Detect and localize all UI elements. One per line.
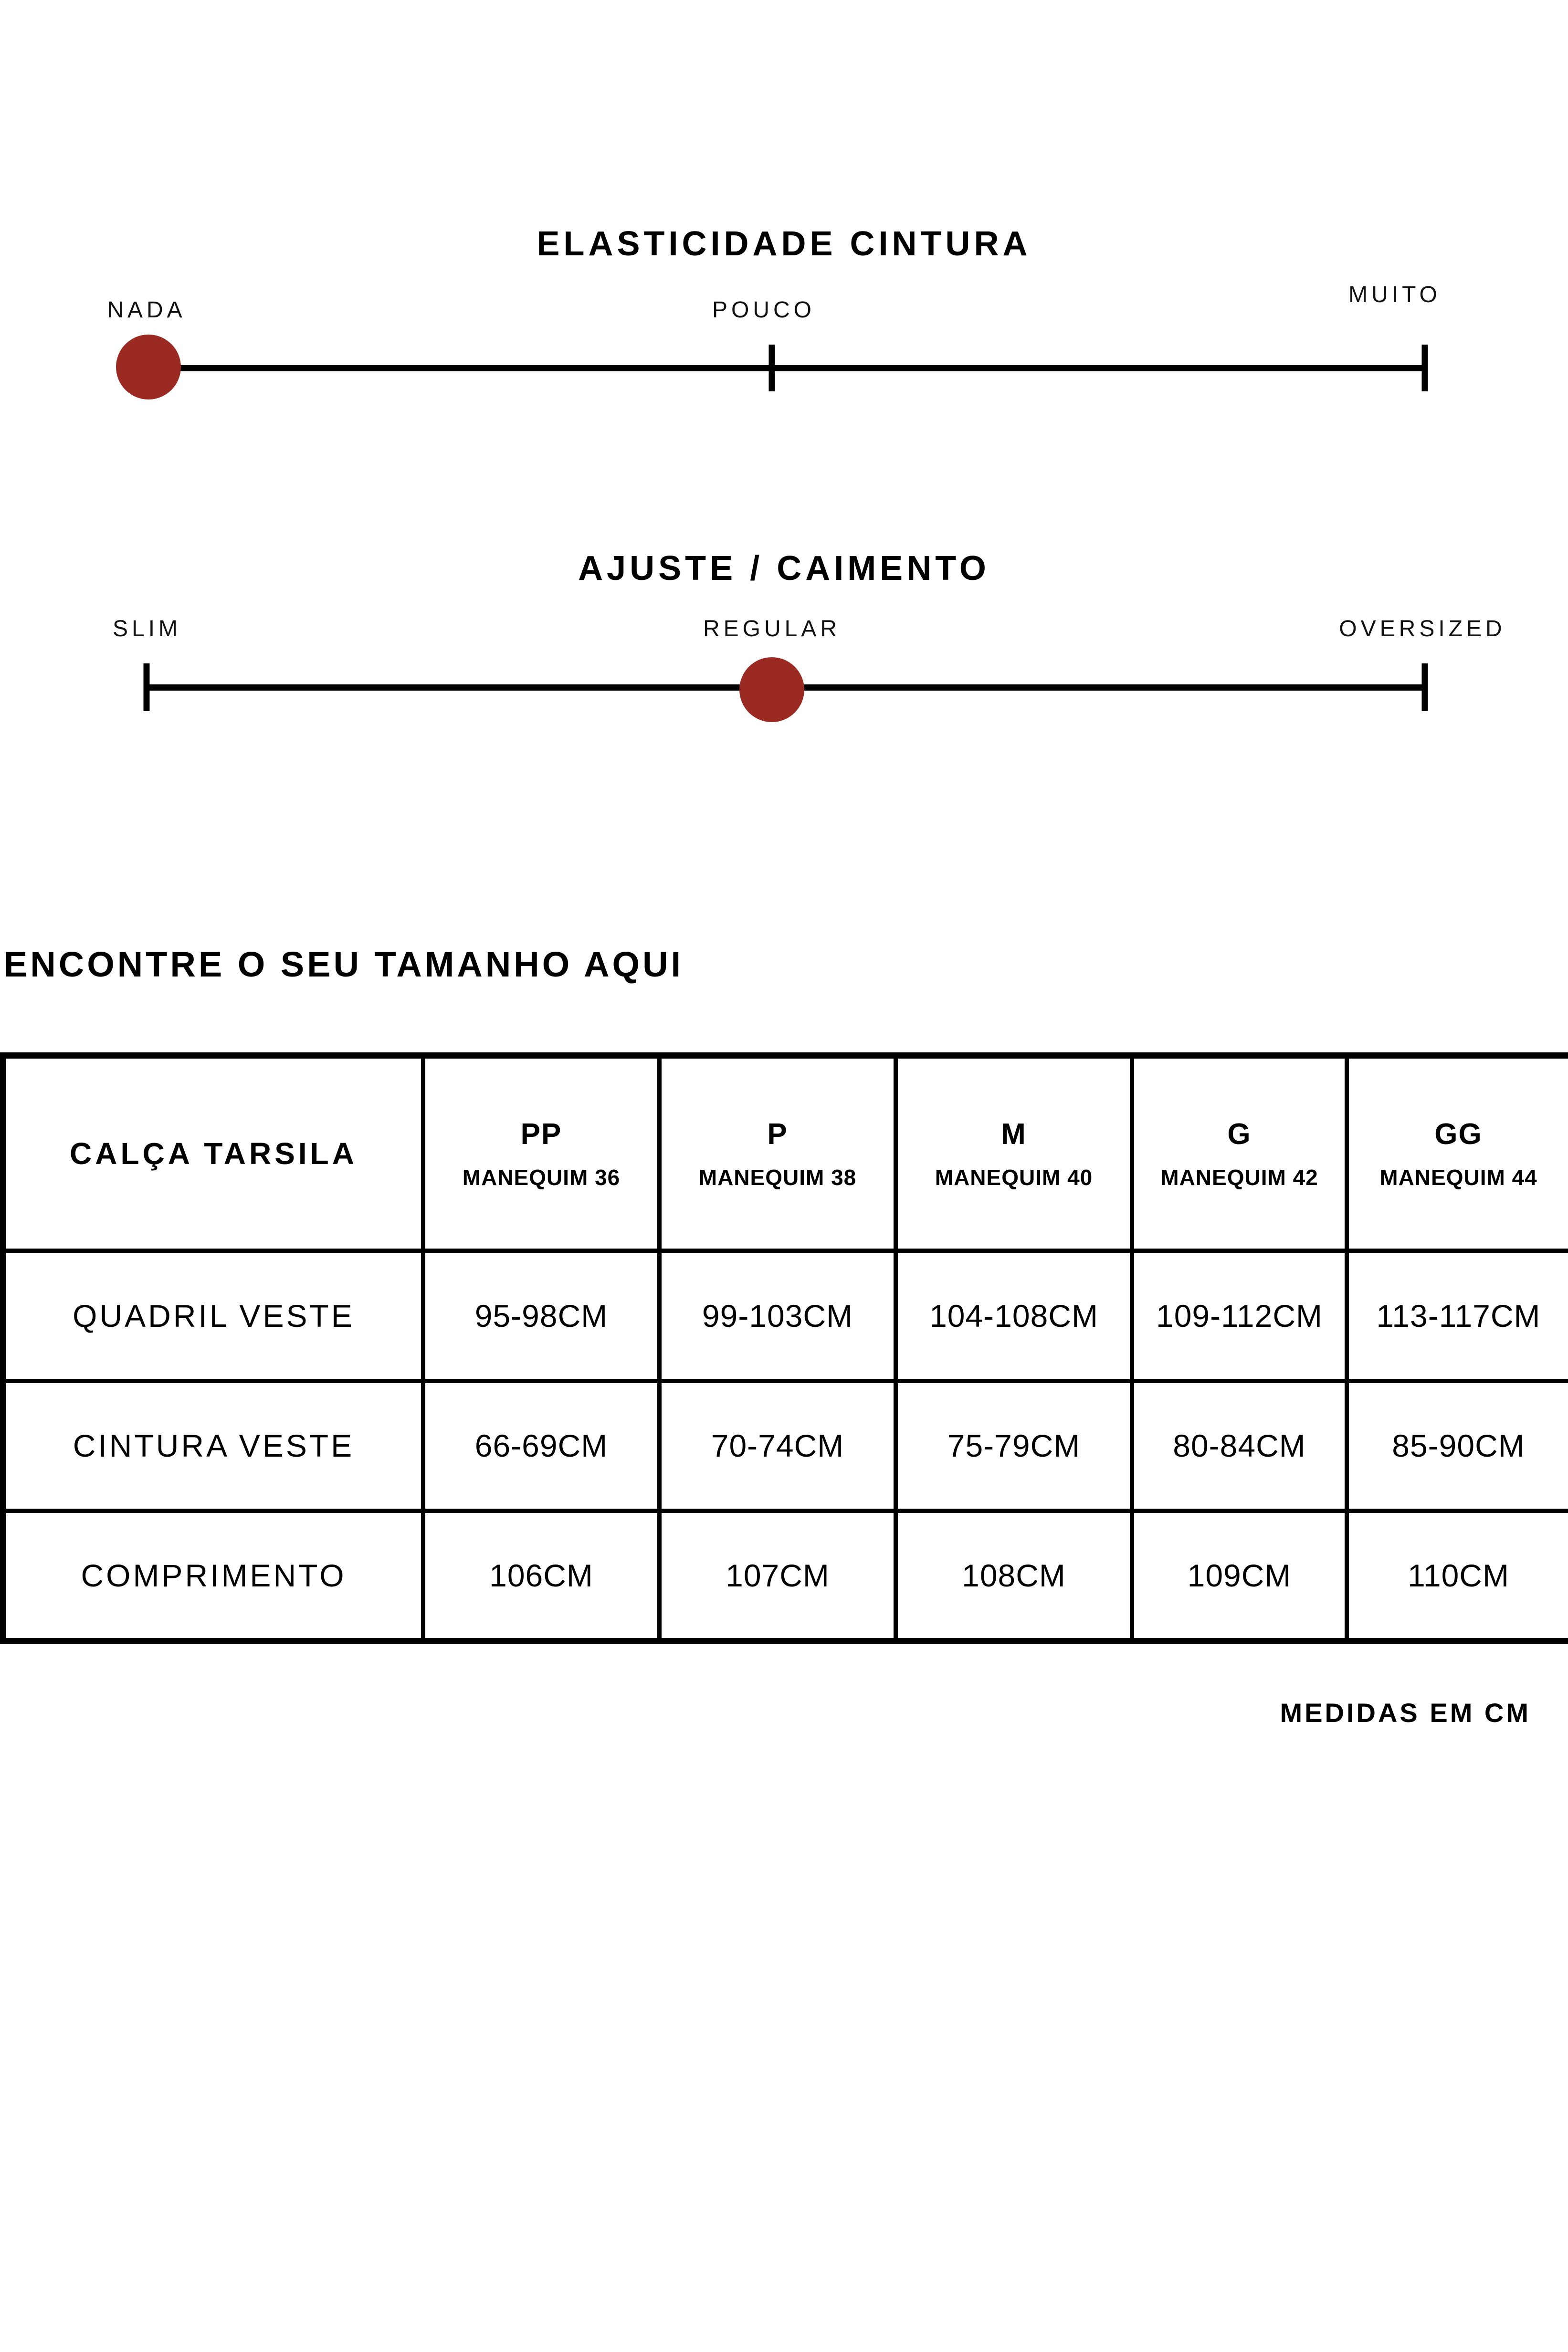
size-value: 95-98CM <box>474 1298 608 1334</box>
size-column-header-g <box>1132 1056 1347 1251</box>
waist-elasticity-label-muito: MUITO <box>1348 282 1441 307</box>
waist-elasticity-end-tick <box>1422 345 1428 391</box>
size-value: 75-79CM <box>947 1428 1081 1464</box>
size-value: 110CM <box>1408 1558 1509 1594</box>
size-value-cell <box>896 1511 1132 1641</box>
fit-value-dot <box>739 657 804 722</box>
row-label: COMPRIMENTO <box>81 1558 347 1594</box>
size-table <box>0 1052 1568 1644</box>
size-value-cell <box>423 1511 660 1641</box>
size-letter: PP <box>520 1117 562 1151</box>
waist-elasticity-label-pouco: POUCO <box>712 297 816 323</box>
size-value-cell <box>1347 1251 1568 1381</box>
waist-elasticity-track <box>148 365 1425 371</box>
size-column-header-p <box>660 1056 896 1251</box>
row-label: CINTURA VESTE <box>73 1428 355 1464</box>
size-value-cell <box>896 1251 1132 1381</box>
size-guide-heading: ENCONTRE O SEU TAMANHO AQUI <box>4 945 684 984</box>
row-label-cell <box>3 1381 423 1511</box>
fit-start-tick <box>144 663 150 711</box>
size-value-cell <box>660 1251 896 1381</box>
size-value: 99-103CM <box>702 1298 853 1334</box>
waist-elasticity-title: ELASTICIDADE CINTURA <box>537 225 1031 263</box>
size-value: 113-117CM <box>1376 1298 1541 1334</box>
waist-elasticity-center-tick <box>769 345 775 391</box>
size-value: 108CM <box>962 1558 1066 1594</box>
mannequin-label: MANEQUIM 38 <box>698 1165 857 1190</box>
size-letter: M <box>1001 1117 1027 1151</box>
size-value: 106CM <box>489 1558 593 1594</box>
size-column-header-pp <box>423 1056 660 1251</box>
size-letter: GG <box>1434 1117 1483 1151</box>
size-column-header-m <box>896 1056 1132 1251</box>
fit-label-regular: REGULAR <box>703 616 841 641</box>
product-name: CALÇA TARSILA <box>70 1136 358 1171</box>
size-value-cell <box>896 1381 1132 1511</box>
size-value: 85-90CM <box>1392 1428 1525 1464</box>
size-value: 70-74CM <box>711 1428 844 1464</box>
fit-label-slim: SLIM <box>112 616 182 641</box>
mannequin-label: MANEQUIM 36 <box>462 1165 621 1190</box>
measurement-row-hip <box>3 1251 1568 1381</box>
measurement-row-waist <box>3 1381 1568 1511</box>
size-value-cell <box>1132 1251 1347 1381</box>
waist-elasticity-value-dot <box>116 335 181 399</box>
size-value-cell <box>1132 1381 1347 1511</box>
fit-label-oversized: OVERSIZED <box>1339 616 1506 641</box>
size-value: 80-84CM <box>1173 1428 1306 1464</box>
size-value: 104-108CM <box>929 1298 1098 1334</box>
size-letter: P <box>767 1117 788 1151</box>
size-value-cell <box>423 1251 660 1381</box>
row-label: QUADRIL VESTE <box>73 1298 355 1334</box>
size-value-cell <box>1132 1511 1347 1641</box>
size-value-cell <box>1347 1381 1568 1511</box>
size-value: 109CM <box>1187 1558 1292 1594</box>
units-note: MEDIDAS EM CM <box>1280 1698 1531 1728</box>
size-value-cell <box>660 1511 896 1641</box>
mannequin-label: MANEQUIM 42 <box>1160 1165 1318 1190</box>
size-value-cell <box>1347 1511 1568 1641</box>
size-value: 107CM <box>726 1558 830 1594</box>
row-label-cell <box>3 1511 423 1641</box>
fit-end-tick <box>1422 663 1428 711</box>
size-letter: G <box>1227 1117 1252 1151</box>
size-table-header-row <box>3 1056 1568 1251</box>
measurement-row-length <box>3 1511 1568 1641</box>
size-value: 109-112CM <box>1156 1298 1323 1334</box>
mannequin-label: MANEQUIM 40 <box>935 1165 1093 1190</box>
size-value-cell <box>423 1381 660 1511</box>
mannequin-label: MANEQUIM 44 <box>1379 1165 1537 1190</box>
fit-title: AJUSTE / CAIMENTO <box>578 549 990 588</box>
size-column-header-gg <box>1347 1056 1568 1251</box>
size-value: 66-69CM <box>474 1428 608 1464</box>
row-label-cell <box>3 1251 423 1381</box>
waist-elasticity-label-nada: NADA <box>107 297 186 323</box>
size-value-cell <box>660 1381 896 1511</box>
product-name-cell <box>3 1056 423 1251</box>
